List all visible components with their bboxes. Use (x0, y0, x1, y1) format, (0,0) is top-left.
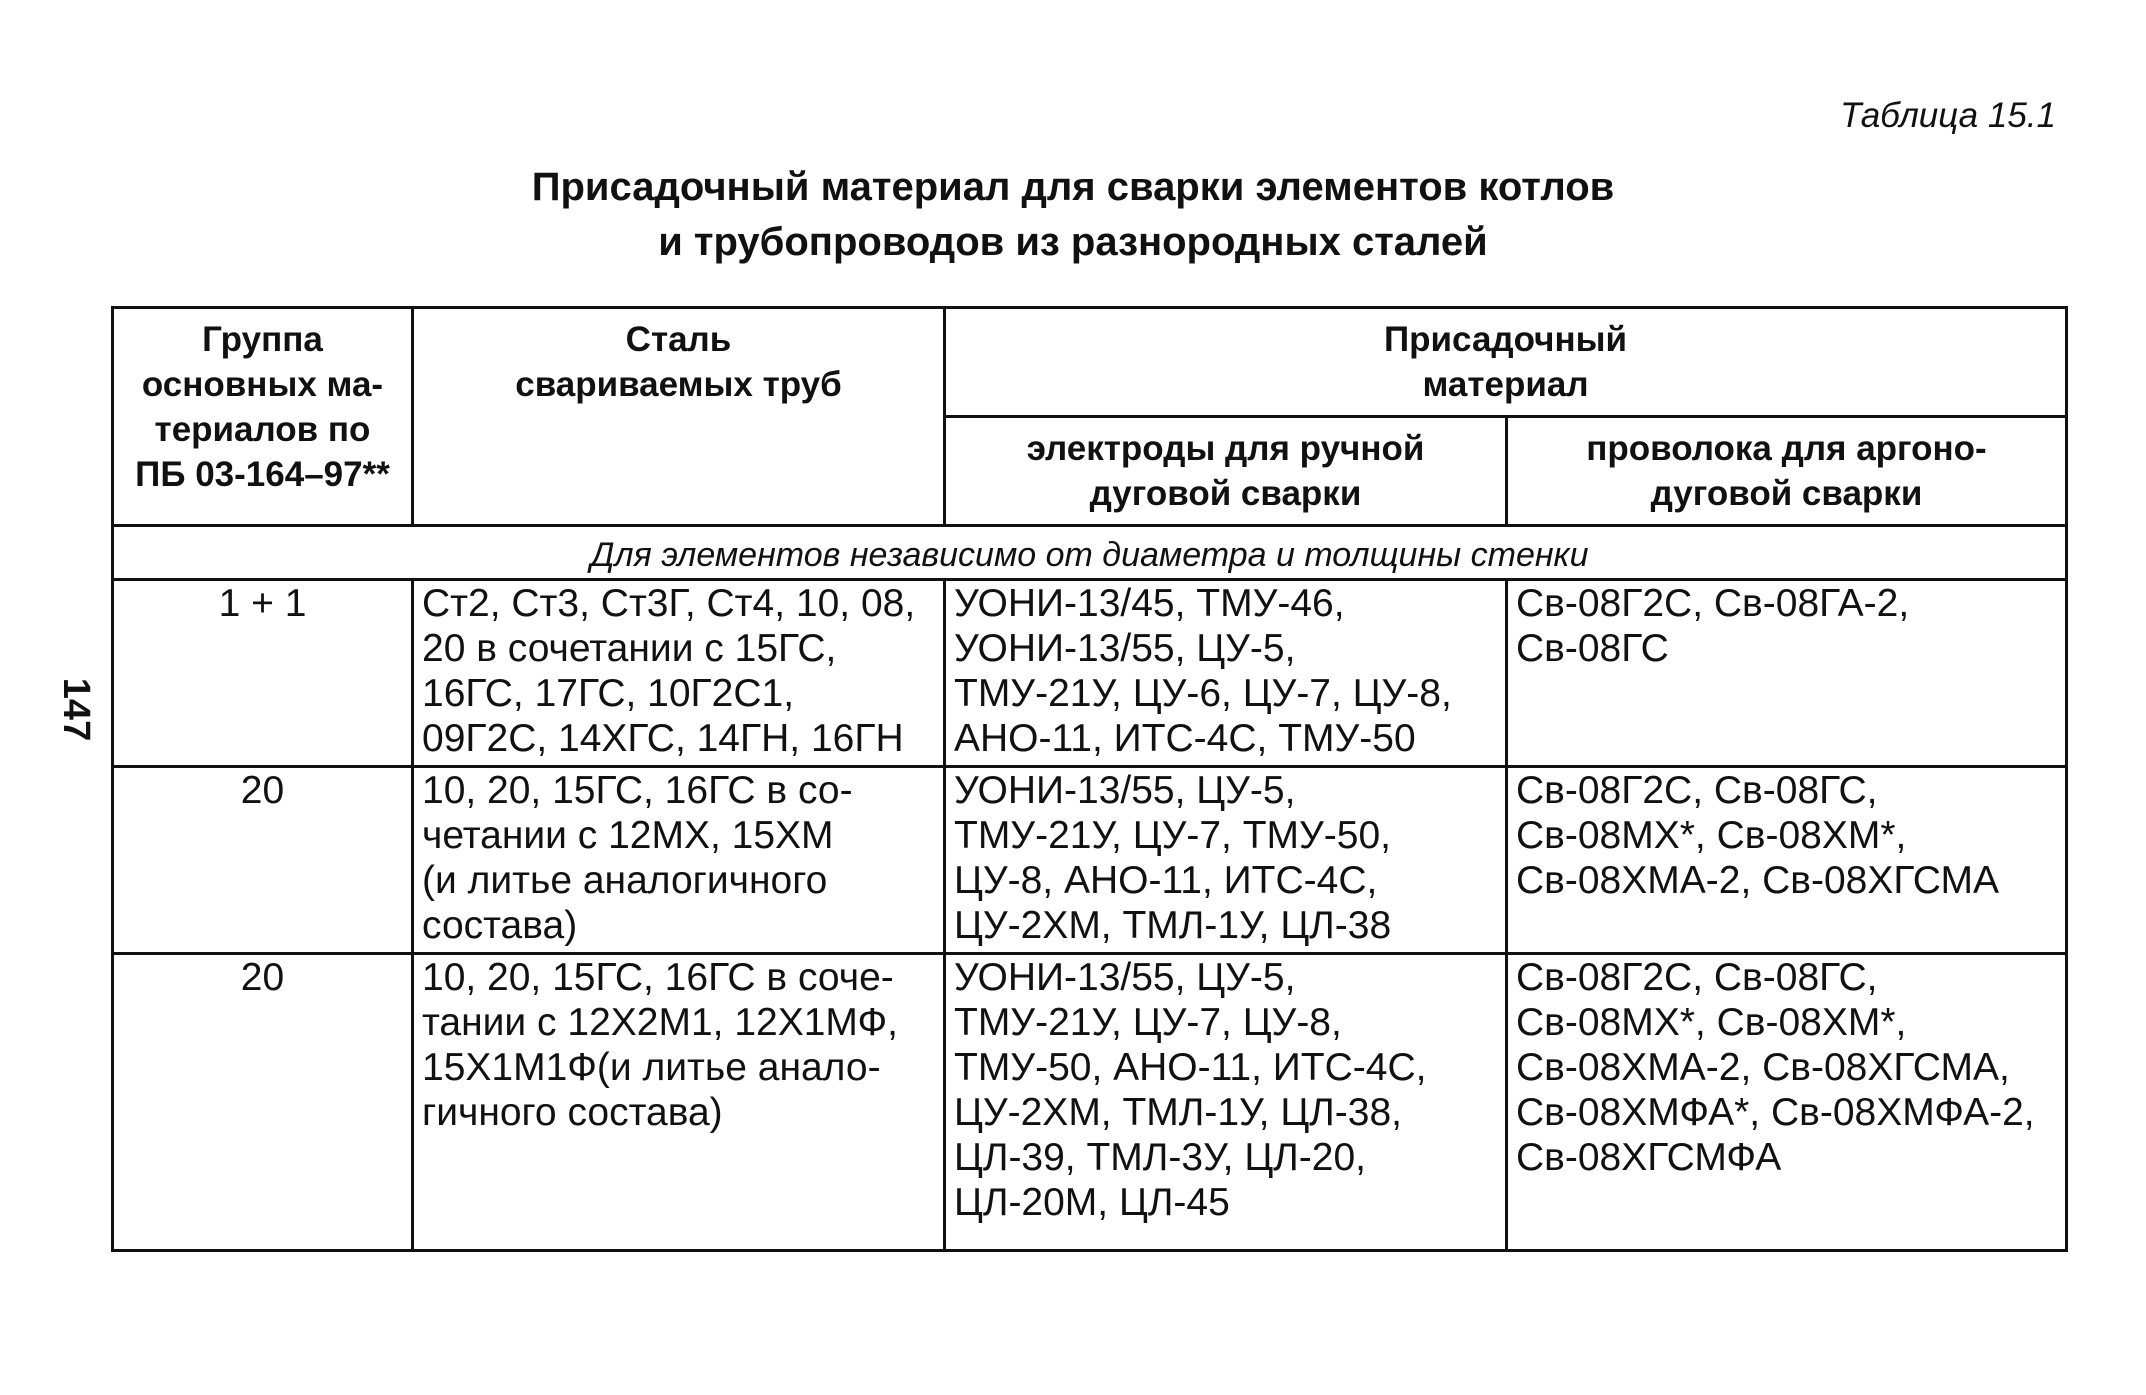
cell-line: четании с 12МХ, 15ХМ (422, 814, 834, 857)
header-text: териалов по (154, 410, 371, 449)
cell-line: Св-08Г2С, Св-08ГА-2, (1516, 582, 1910, 625)
table-row (113, 580, 2067, 767)
section-caption: Для элементов независимо от диаметра и толщины стенки (113, 526, 2067, 580)
steel-cell (413, 954, 945, 1251)
table-row (113, 954, 2067, 1251)
cell-line: Ст2, Ст3, Ст3Г, Ст4, 10, 08, (422, 582, 916, 625)
cell-line: 10, 20, 15ГС, 16ГС в соче- (422, 956, 894, 999)
cell-line: 15Х1М1Ф(и литье анало- (422, 1046, 881, 1089)
cell-line: Св-08МХ*, Св-08ХМ*, (1516, 814, 1907, 857)
steel-cell (413, 580, 945, 767)
cell-line: Св-08ГС (1516, 627, 1669, 670)
cell-line: УОНИ-13/55, ЦУ-5, (954, 769, 1296, 812)
cell-line: ТМУ-21У, ЦУ-6, ЦУ-7, ЦУ-8, (954, 672, 1452, 715)
header-row (113, 308, 2067, 417)
header-text: свариваемых труб (515, 365, 842, 404)
group-cell: 20 (113, 767, 413, 954)
electrodes-cell (945, 580, 1507, 767)
filler-material-table (111, 306, 2068, 1252)
header-text: материал (1422, 365, 1589, 404)
table-number-label: Таблица 15.1 (1840, 96, 2056, 135)
cell-line: УОНИ-13/55, ЦУ-5, (954, 627, 1296, 670)
cell-line: ЦЛ-20М, ЦЛ-45 (954, 1181, 1230, 1224)
group-cell: 20 (113, 954, 413, 1251)
wire-cell (1507, 954, 2067, 1251)
cell-line: 20 в сочетании с 15ГС, (422, 627, 837, 670)
header-text: Сталь (625, 320, 732, 359)
cell-line: 10, 20, 15ГС, 16ГС в со- (422, 769, 853, 812)
header-text: проволока для аргоно- (1586, 429, 1987, 468)
page-number: 147 (55, 677, 98, 742)
cell-line: состава) (422, 904, 578, 947)
cell-line: Св-08ХМА-2, Св-08ХГСМА, (1516, 1046, 2010, 1089)
cell-line: ТМУ-50, АНО-11, ИТС-4С, (954, 1046, 1427, 1089)
cell-line: Св-08ХМФА*, Св-08ХМФА-2, (1516, 1091, 2035, 1134)
header-filler (945, 308, 2067, 417)
cell-line: ЦУ-8, АНО-11, ИТС-4С, (954, 859, 1378, 902)
header-group (113, 308, 413, 526)
cell-line: Св-08Г2С, Св-08ГС, (1516, 956, 1878, 999)
header-electrodes (945, 417, 1507, 526)
cell-line: ТМУ-21У, ЦУ-7, ЦУ-8, (954, 1001, 1342, 1044)
cell-line: УОНИ-13/45, ТМУ-46, (954, 582, 1345, 625)
cell-line: Св-08Г2С, Св-08ГС, (1516, 769, 1878, 812)
header-text: дуговой сварки (1650, 474, 1923, 513)
table-row (113, 767, 2067, 954)
header-text: дуговой сварки (1089, 474, 1362, 513)
cell-line: УОНИ-13/55, ЦУ-5, (954, 956, 1296, 999)
cell-line: тании с 12Х2М1, 12Х1МФ, (422, 1001, 898, 1044)
cell-line: ЦУ-2ХМ, ТМЛ-1У, ЦЛ-38 (954, 904, 1392, 947)
cell-line: гичного состава) (422, 1091, 723, 1134)
wire-cell (1507, 580, 2067, 767)
group-cell: 1 + 1 (113, 580, 413, 767)
cell-line: ЦУ-2ХМ, ТМЛ-1У, ЦЛ-38, (954, 1091, 1402, 1134)
header-text: Присадочный (1384, 320, 1628, 359)
electrodes-cell (945, 954, 1507, 1251)
table-title-line: и трубопроводов из разнородных сталей (658, 220, 1488, 264)
cell-line: 16ГС, 17ГС, 10Г2С1, (422, 672, 795, 715)
electrodes-cell (945, 767, 1507, 954)
table-title (0, 160, 2146, 270)
cell-line: АНО-11, ИТС-4С, ТМУ-50 (954, 717, 1416, 760)
cell-line: Св-08МХ*, Св-08ХМ*, (1516, 1001, 1907, 1044)
cell-line: 09Г2С, 14ХГС, 14ГН, 16ГН (422, 717, 904, 760)
cell-line: Св-08ХМА-2, Св-08ХГСМА (1516, 859, 1999, 902)
wire-cell (1507, 767, 2067, 954)
header-wire (1507, 417, 2067, 526)
cell-line: Св-08ХГСМФА (1516, 1136, 1782, 1179)
cell-line: ТМУ-21У, ЦУ-7, ТМУ-50, (954, 814, 1391, 857)
steel-cell (413, 767, 945, 954)
header-text: электроды для ручной (1026, 429, 1425, 468)
header-steel (413, 308, 945, 526)
table-title-line: Присадочный материал для сварки элементов котлов (531, 165, 1615, 209)
header-text: ПБ 03-164–97** (135, 455, 390, 494)
header-text: основных ма- (141, 365, 384, 404)
section-caption-row (113, 526, 2067, 580)
cell-line: (и литье аналогичного (422, 859, 828, 902)
cell-line: ЦЛ-39, ТМЛ-3У, ЦЛ-20, (954, 1136, 1366, 1179)
header-text: Группа (202, 320, 323, 359)
